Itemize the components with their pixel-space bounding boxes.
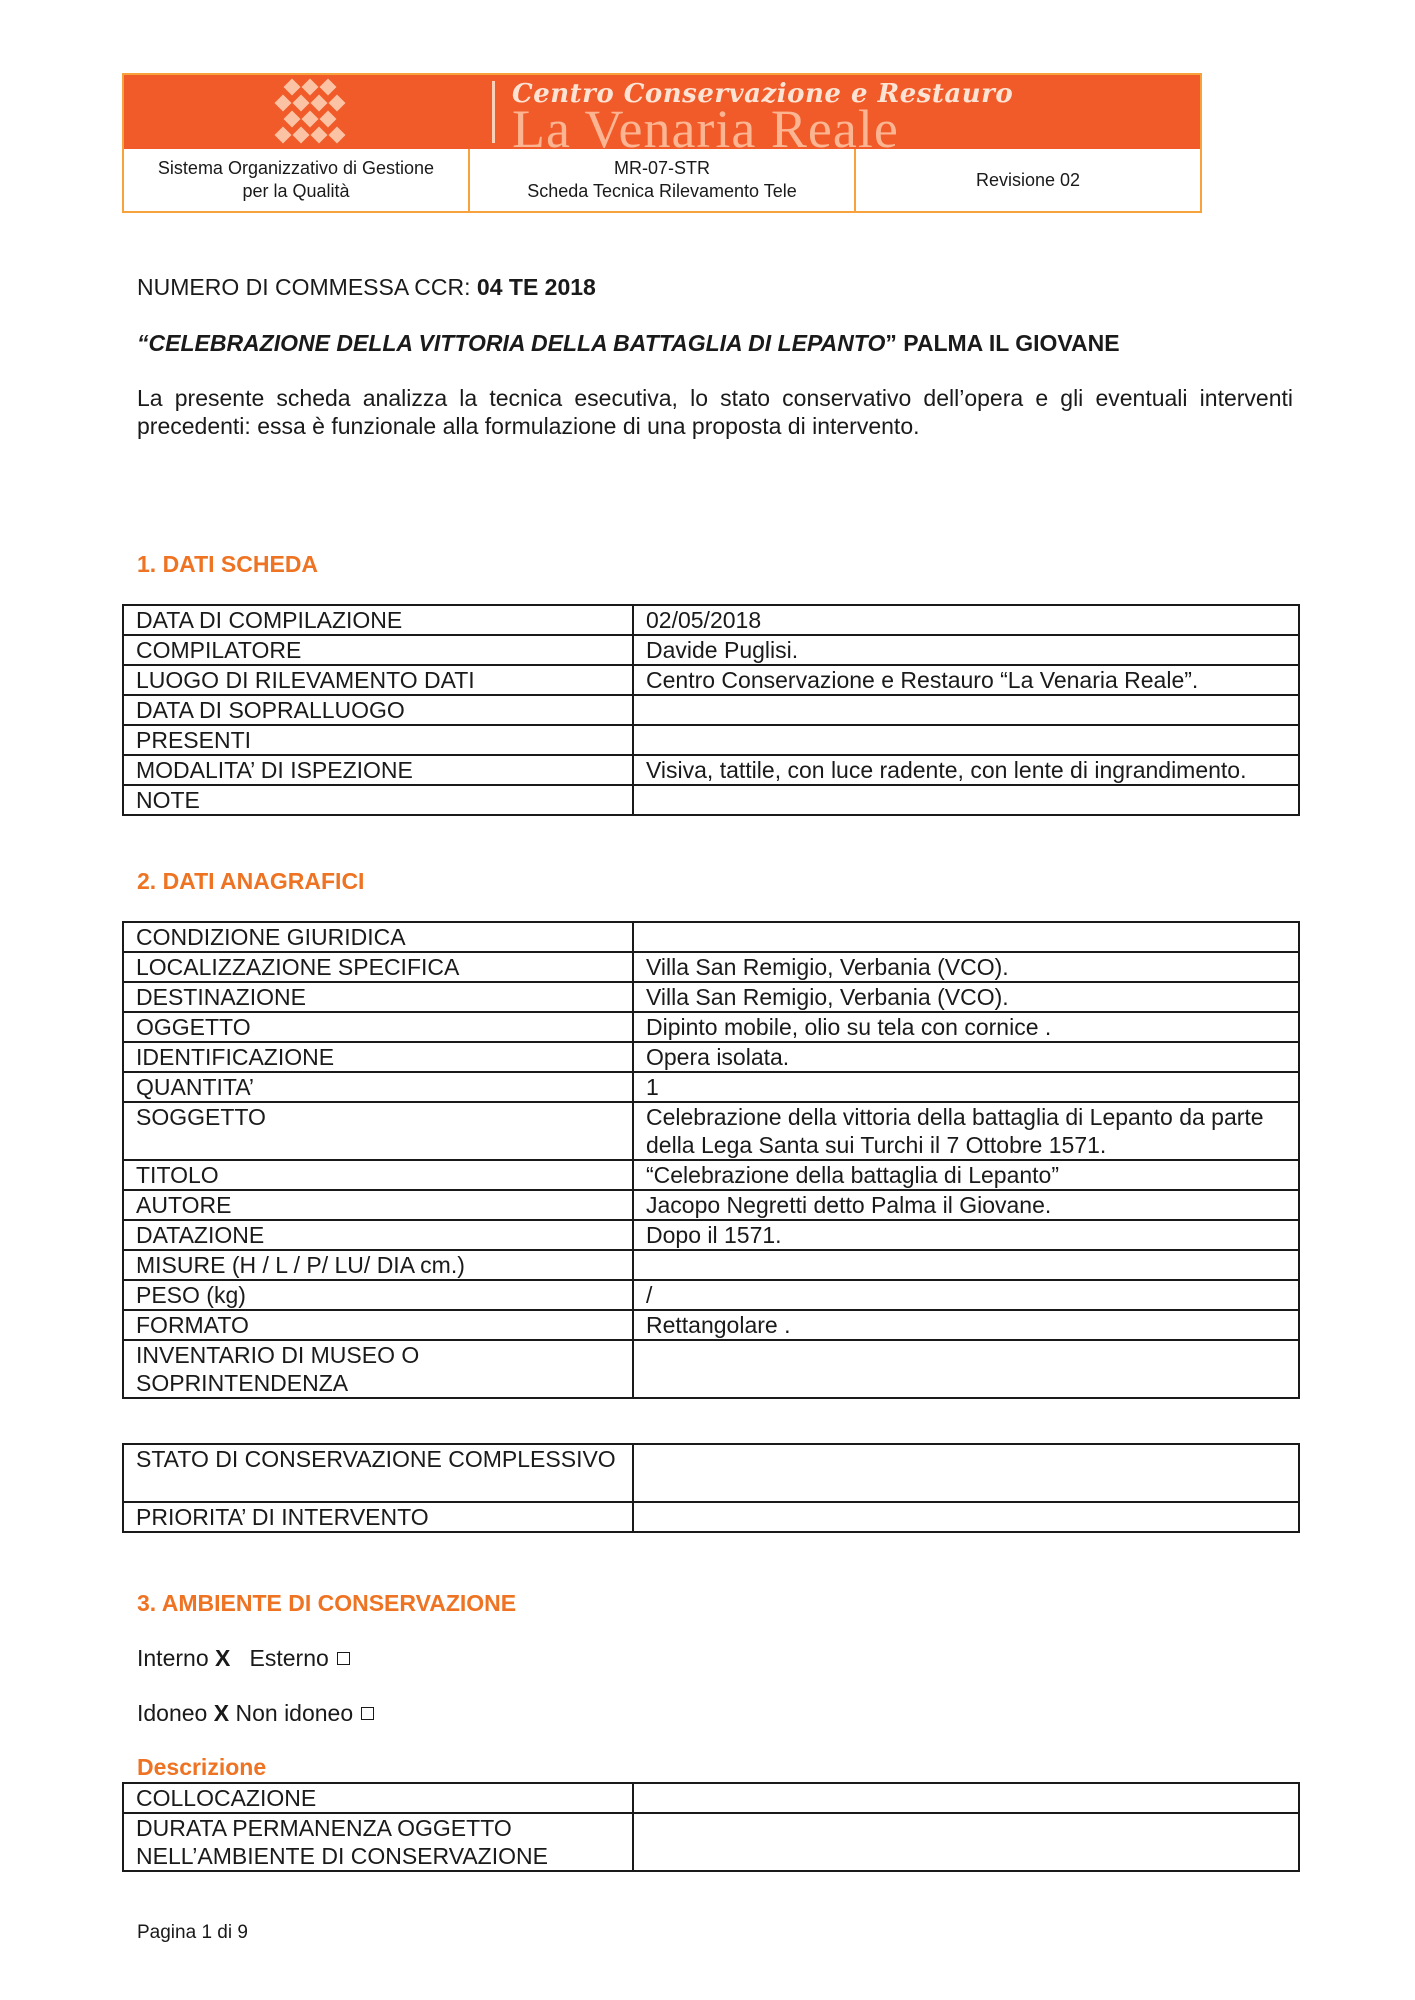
dati-anagrafici-row <box>123 1280 1299 1310</box>
dati-anagrafici-key: INVENTARIO DI MUSEO O SOPRINTENDENZA <box>123 1340 633 1398</box>
header-cell-system-line2: per la Qualità <box>242 181 350 201</box>
dati-anagrafici-key: AUTORE <box>123 1190 633 1220</box>
dati-anagrafici-row <box>123 952 1299 982</box>
section-heading-dati-anagrafici: 2. DATI ANAGRAFICI <box>137 868 365 894</box>
dati-scheda-key: NOTE <box>123 785 633 815</box>
dati-anagrafici-value: / <box>633 1280 1299 1310</box>
dati-anagrafici-value: Dipinto mobile, olio su tela con cornice . <box>633 1012 1299 1042</box>
dati-anagrafici-key: CONDIZIONE GIURIDICA <box>123 922 633 952</box>
venaria-logo-icon <box>256 77 356 147</box>
descrizione-key: DURATA PERMANENZA OGGETTO NELL’AMBIENTE DI CONSERVAZIONE <box>123 1813 633 1871</box>
descrizione-value <box>633 1813 1299 1871</box>
intro-paragraph: La presente scheda analizza la tecnica esecutiva, lo stato conservativo dell’opera e gli eventuali interventi precedenti: essa è funzionale alla formulazione di una proposta di intervento. <box>137 385 1293 439</box>
table-descrizione <box>122 1782 1300 1872</box>
header-cell-code-line1: MR-07-STR <box>613 158 710 178</box>
header-cell-code <box>470 149 856 211</box>
logo-banner <box>124 75 1200 149</box>
page-number: Pagina 1 di 9 <box>137 1922 248 1943</box>
dati-scheda-row <box>123 635 1299 665</box>
checkbox-esterno-icon <box>337 1652 350 1665</box>
header-cell-code-line2: Scheda Tecnica Rilevamento Tele <box>527 181 797 201</box>
dati-anagrafici-key: FORMATO <box>123 1310 633 1340</box>
dati-anagrafici-key: SOGGETTO <box>123 1102 633 1160</box>
dati-scheda-key: DATA DI COMPILAZIONE <box>123 605 633 635</box>
logo-line-1: Centro Conservazione e Restauro <box>512 79 1014 109</box>
descrizione-row <box>123 1783 1299 1813</box>
stato-value <box>633 1444 1299 1502</box>
dati-anagrafici-key: LOCALIZZAZIONE SPECIFICA <box>123 952 633 982</box>
dati-scheda-key: COMPILATORE <box>123 635 633 665</box>
dati-scheda-value: Visiva, tattile, con luce radente, con lente di ingrandimento. <box>633 755 1299 785</box>
dati-scheda-key: PRESENTI <box>123 725 633 755</box>
dati-anagrafici-row <box>123 1340 1299 1398</box>
dati-scheda-row <box>123 695 1299 725</box>
dati-anagrafici-row <box>123 1310 1299 1340</box>
header-cell-revision: Revisione 02 <box>975 169 1081 190</box>
dati-anagrafici-row <box>123 1160 1299 1190</box>
dati-anagrafici-key: OGGETTO <box>123 1012 633 1042</box>
dati-scheda-value <box>633 725 1299 755</box>
dati-anagrafici-value: Celebrazione della vittoria della battaglia di Lepanto da parte della Lega Santa sui Turchi il 7 Ottobre 1571. <box>633 1102 1299 1160</box>
dati-anagrafici-key: DESTINAZIONE <box>123 982 633 1012</box>
dati-anagrafici-key: TITOLO <box>123 1160 633 1190</box>
dati-anagrafici-value: Villa San Remigio, Verbania (VCO). <box>633 952 1299 982</box>
dati-scheda-value: Davide Puglisi. <box>633 635 1299 665</box>
dati-anagrafici-value <box>633 1340 1299 1398</box>
dati-scheda-value <box>633 785 1299 815</box>
dati-anagrafici-value: Dopo il 1571. <box>633 1220 1299 1250</box>
dati-scheda-row <box>123 665 1299 695</box>
option-row-interno-esterno <box>137 1645 350 1672</box>
artwork-title-close-quote: ” <box>885 330 897 356</box>
section-heading-ambiente: 3. AMBIENTE DI CONSERVAZIONE <box>137 1590 517 1616</box>
dati-anagrafici-row <box>123 1102 1299 1160</box>
descrizione-key: COLLOCAZIONE <box>123 1783 633 1813</box>
dati-scheda-row <box>123 755 1299 785</box>
descrizione-row <box>123 1813 1299 1871</box>
dati-anagrafici-key: MISURE (H / L / P/ LU/ DIA cm.) <box>123 1250 633 1280</box>
dati-anagrafici-key: DATAZIONE <box>123 1220 633 1250</box>
document-header <box>122 73 1202 213</box>
dati-anagrafici-key: IDENTIFICAZIONE <box>123 1042 633 1072</box>
header-cell-system-line1: Sistema Organizzativo di Gestione <box>157 158 435 178</box>
dati-anagrafici-key: QUANTITA’ <box>123 1072 633 1102</box>
dati-scheda-key: MODALITA’ DI ISPEZIONE <box>123 755 633 785</box>
header-info-row <box>124 149 1200 211</box>
stato-key: PRIORITA’ DI INTERVENTO <box>123 1502 633 1532</box>
artwork-title-quoted: “CELEBRAZIONE DELLA VITTORIA DELLA BATTAGLIA DI LEPANTO <box>137 330 886 356</box>
option-esterno-label: Esterno <box>249 1645 329 1671</box>
header-cell-system <box>124 149 470 211</box>
table-stato-conservazione <box>122 1443 1300 1533</box>
dati-anagrafici-key: PESO (kg) <box>123 1280 633 1310</box>
option-idoneo-label: Idoneo <box>137 1700 214 1726</box>
commessa-line <box>137 274 596 301</box>
dati-scheda-row <box>123 605 1299 635</box>
checkbox-non-idoneo-icon <box>361 1707 374 1720</box>
logo-line-2: La Venaria Reale <box>512 99 899 149</box>
dati-anagrafici-value: 1 <box>633 1072 1299 1102</box>
stato-row <box>123 1502 1299 1532</box>
section-heading-dati-scheda: 1. DATI SCHEDA <box>137 551 319 577</box>
logo-divider <box>492 81 495 143</box>
stato-key: STATO DI CONSERVAZIONE COMPLESSIVO <box>123 1444 633 1502</box>
dati-scheda-key: LUOGO DI RILEVAMENTO DATI <box>123 665 633 695</box>
dati-anagrafici-row <box>123 1012 1299 1042</box>
dati-scheda-value <box>633 695 1299 725</box>
dati-anagrafici-value: Rettangolare . <box>633 1310 1299 1340</box>
dati-anagrafici-row <box>123 982 1299 1012</box>
option-non-idoneo-label: Non idoneo <box>229 1700 354 1726</box>
dati-scheda-key: DATA DI SOPRALLUOGO <box>123 695 633 725</box>
artwork-title <box>137 330 1120 357</box>
option-row-idoneo <box>137 1700 374 1727</box>
dati-anagrafici-value <box>633 922 1299 952</box>
dati-anagrafici-value <box>633 1250 1299 1280</box>
dati-anagrafici-row <box>123 1250 1299 1280</box>
dati-anagrafici-value: “Celebrazione della battaglia di Lepanto” <box>633 1160 1299 1190</box>
dati-anagrafici-row <box>123 1072 1299 1102</box>
descrizione-value <box>633 1783 1299 1813</box>
commessa-value: 04 TE 2018 <box>476 274 596 300</box>
dati-anagrafici-row <box>123 922 1299 952</box>
commessa-label: NUMERO DI COMMESSA CCR: <box>137 274 477 300</box>
dati-scheda-row <box>123 785 1299 815</box>
dati-scheda-value: 02/05/2018 <box>633 605 1299 635</box>
dati-anagrafici-value: Villa San Remigio, Verbania (VCO). <box>633 982 1299 1012</box>
subheading-descrizione: Descrizione <box>137 1754 267 1780</box>
option-interno-label: Interno <box>137 1645 215 1671</box>
artwork-title-author: PALMA IL GIOVANE <box>896 330 1120 356</box>
dati-anagrafici-value: Jacopo Negretti detto Palma il Giovane. <box>633 1190 1299 1220</box>
option-idoneo-mark: X <box>213 1700 230 1726</box>
table-dati-scheda <box>122 604 1300 816</box>
dati-scheda-row <box>123 725 1299 755</box>
stato-value <box>633 1502 1299 1532</box>
dati-anagrafici-row <box>123 1220 1299 1250</box>
option-interno-mark: X <box>215 1645 231 1671</box>
dati-anagrafici-value: Opera isolata. <box>633 1042 1299 1072</box>
stato-row <box>123 1444 1299 1502</box>
dati-anagrafici-row <box>123 1042 1299 1072</box>
dati-scheda-value: Centro Conservazione e Restauro “La Venaria Reale”. <box>633 665 1299 695</box>
table-dati-anagrafici <box>122 921 1300 1399</box>
dati-anagrafici-row <box>123 1190 1299 1220</box>
